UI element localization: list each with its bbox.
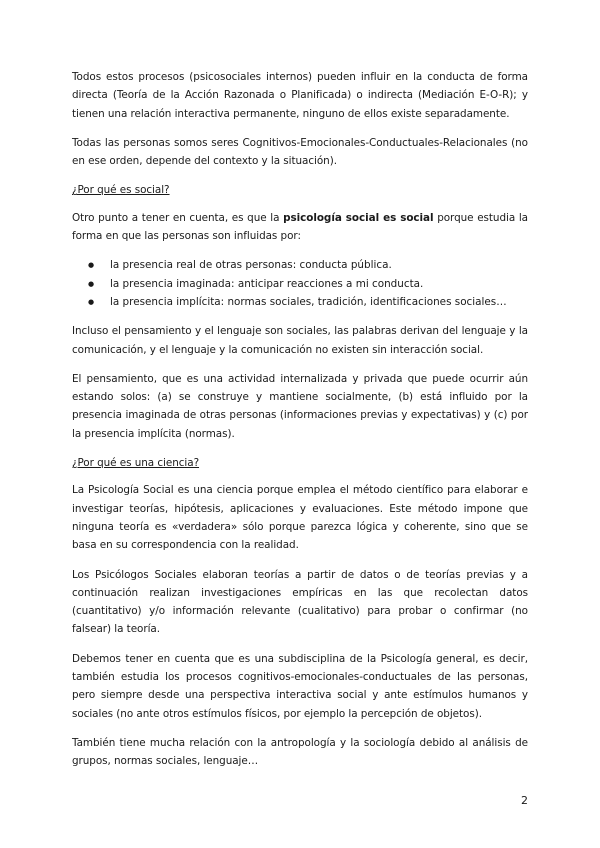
heading-why-science: ¿Por qué es una ciencia? — [72, 457, 200, 470]
list-item: ● la presencia implícita: normas sociales, tradición, identificaciones sociales… — [110, 293, 528, 311]
paragraph-relation: También tiene mucha relación con la antropología y la sociología debido al análisis de grupos, normas sociales, lenguaje… — [72, 736, 528, 768]
paragraph-science: La Psicología Social es una ciencia porque emplea el método científico para elaborar e investigar teorías, hipótesis, aplicaciones y evaluaciones. Este método impone que ninguna teoría es «verdadera» sólo porque parezca lógica y coherente, sino que se basa en su correspondencia con la realidad. — [72, 484, 528, 552]
paragraph-processes: Todos estos procesos (psicosociales internos) pueden influir en la conducta de forma directa (Teoría de la Acción Razonada o Planificada) o indirecta (Mediación E-O-R); y tienen una relación interactiva permanente, ninguno de ellos existe separadamente. — [72, 71, 528, 120]
paragraph-social-bold: psicología social es social — [283, 211, 434, 224]
list-item: ● la presencia real de otras personas: conducta pública. — [110, 256, 528, 274]
paragraph-social-definition — [72, 209, 528, 246]
paragraph-social-start: Otro punto a tener en cuenta, es que la — [72, 211, 284, 224]
paragraph-persons: Todas las personas somos seres Cognitivos-Emocionales-Conductuales-Relacionales (no en ese orden, depende del contexto y la situación). — [72, 136, 528, 168]
paragraph-subdiscipline: Debemos tener en cuenta que es una subdisciplina de la Psicología general, es decir, también estudia los procesos cognitivos-emocionales-conductuales de las personas, pero siempre desde una perspectiva interactiva social y ante estímulos humanos y sociales (no ante otros estímulos físicos, por ejemplo la percepción de objetos). — [72, 652, 528, 720]
paragraph-language: Incluso el pensamiento y el lenguaje son sociales, las palabras derivan del lenguaje y la comunicación, y el lenguaje y la comunicación no existen sin interacción social. — [72, 325, 528, 356]
paragraph-psychologists: Los Psicólogos Sociales elaboran teorías a partir de datos o de teorías previas y a continuación realizan investigaciones empíricas en las que recolectan datos (cuantitativo) y/o información relevante (cualitativo) para probar o confirmar (no falsear) la teoría. — [72, 568, 528, 636]
page-number: 2 — [521, 794, 528, 807]
paragraph-thought: El pensamiento, que es una actividad internalizada y privada que puede ocurrir aún estando solos: (a) se construye y mantiene socialmente, (b) está influido por la presencia imaginada de otras personas (informaciones previas y expectativas) y (c) por la presencia implícita (normas). — [72, 372, 528, 440]
document-body — [72, 68, 528, 782]
heading-why-social: ¿Por qué es social? — [72, 184, 170, 197]
bullet-list — [72, 256, 528, 311]
list-item: ● la presencia imaginada: anticipar reacciones a mi conducta. — [110, 275, 528, 293]
paragraph-social-end: porque estudia la forma en que las personas son influidas por: — [72, 211, 528, 243]
